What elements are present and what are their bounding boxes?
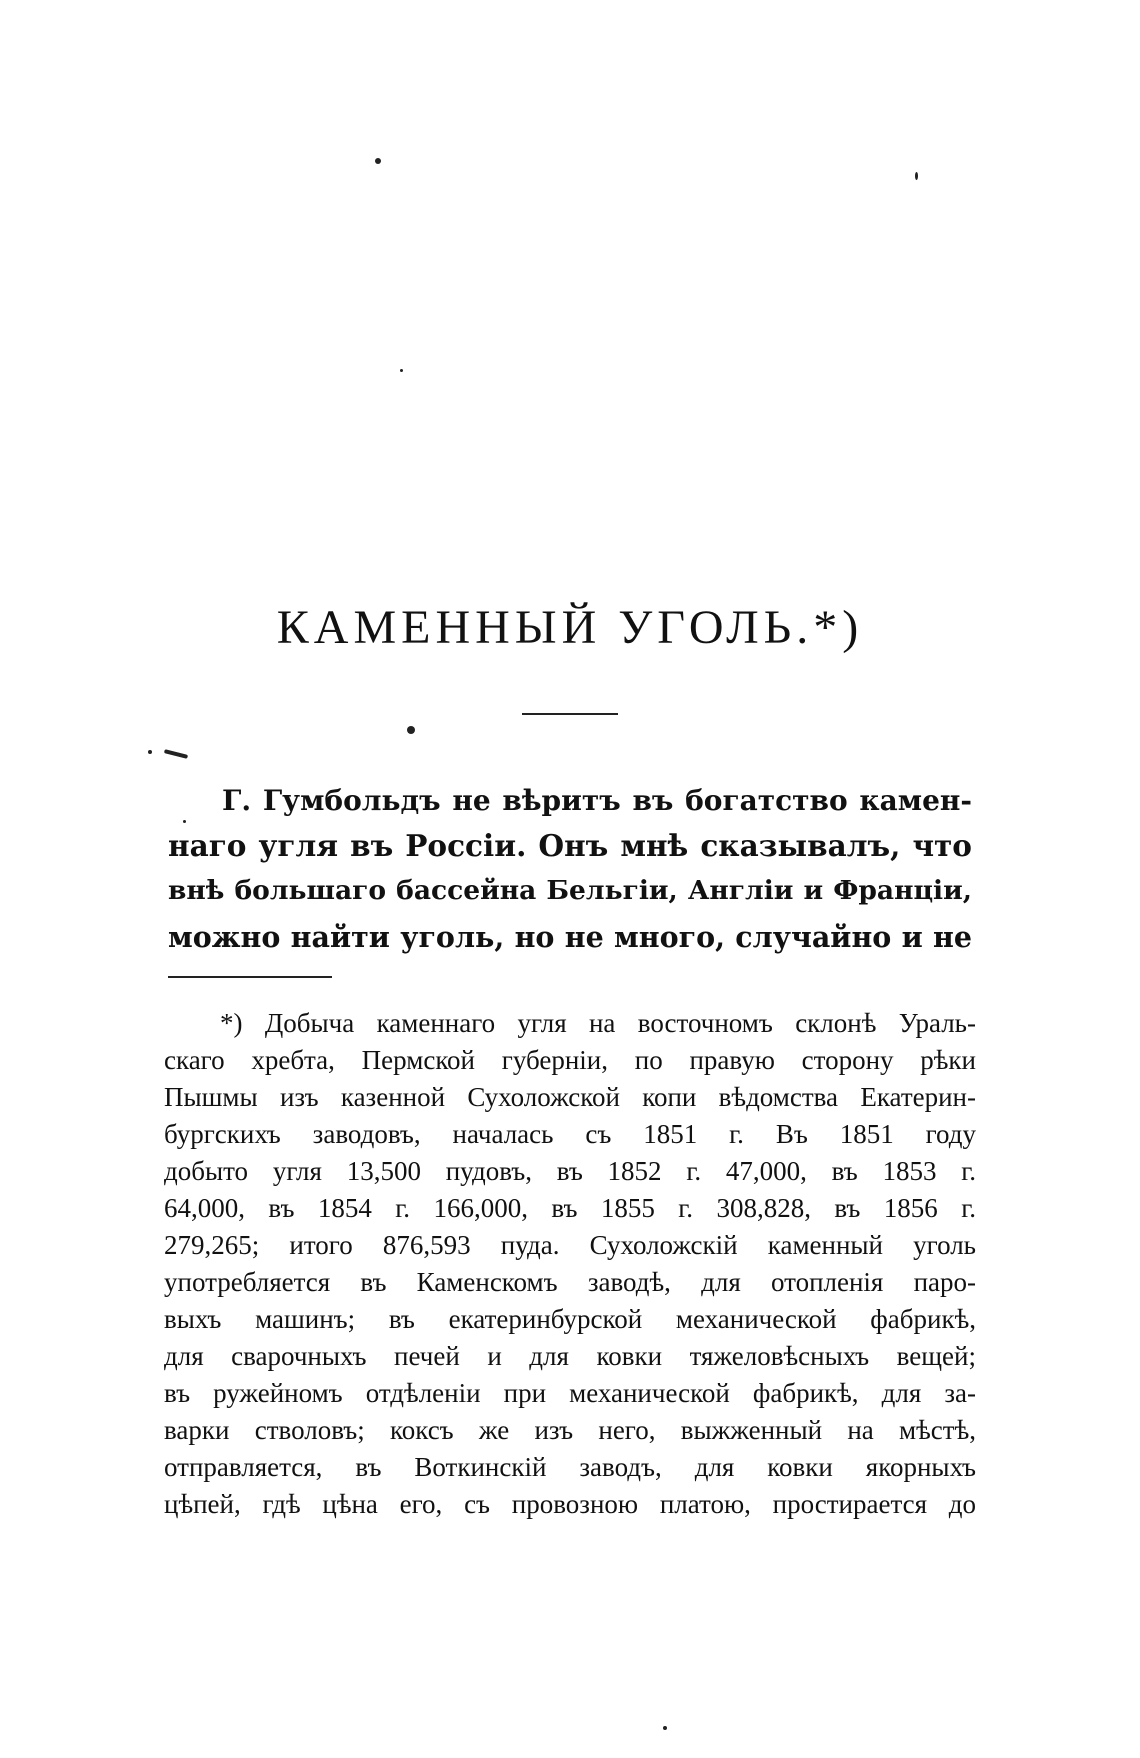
print-speck [915,172,918,180]
print-speck [663,1726,667,1730]
footnote-line: отправляется, въ Воткинскій заводъ, для ковки якорныхъ [164,1452,976,1482]
footnote-line: для сварочныхъ печей и для ковки тяжеловѣсныхъ вещей; [164,1341,976,1371]
chapter-title: КАМЕННЫЙ УГОЛЬ.*) [276,601,864,654]
print-speck [183,820,186,823]
footnote-divider [168,976,332,978]
body-line: Г. Гумбольдъ не вѣритъ въ богатство камен- [222,784,972,817]
footnote-line: 279,265; итого 876,593 пуда. Сухоложскій каменный уголь [164,1230,976,1260]
print-speck [164,749,188,759]
print-speck [148,750,152,754]
body-line: можно найти уголь, но не много, случайно и не [168,920,972,954]
footnote-line: употребляется въ Каменскомъ заводѣ, для отопленія паро- [164,1267,976,1297]
footnote-line: 64,000, въ 1854 г. 166,000, въ 1855 г. 308,828, въ 1856 г. [164,1193,976,1223]
footnote-line: въ ружейномъ отдѣленіи при механической фабрикѣ, для за- [164,1378,976,1408]
print-speck [407,726,415,734]
body-line: наго угля въ Россіи. Онъ мнѣ сказывалъ, что [168,828,972,863]
footnote-line: варки стволовъ; коксъ же изъ него, выжженный на мѣстѣ, [164,1415,976,1445]
footnote-line: цѣпей, гдѣ цѣна его, съ провозною платою, простирается до [164,1489,976,1519]
body-line: внѣ большаго бассейна Бельгіи, Англіи и Франціи, [168,875,972,906]
title-divider [522,713,618,715]
footnote-line: Пышмы изъ казенной Сухоложской копи вѣдомства Екатерин- [164,1082,976,1112]
footnote-line: выхъ машинъ; въ екатеринбурской механической фабрикѣ, [164,1304,976,1334]
print-speck [375,158,381,164]
footnote-line: *) Добыча каменнаго угля на восточномъ склонѣ Ураль- [220,1008,976,1038]
footnote-line: бургскихъ заводовъ, началась съ 1851 г. Въ 1851 году [164,1119,976,1149]
print-speck [400,369,403,372]
footnote-line: добыто угля 13,500 пудовъ, въ 1852 г. 47,000, въ 1853 г. [164,1156,976,1186]
footnote-line: скаго хребта, Пермской губерніи, по правую сторону рѣки [164,1045,976,1075]
